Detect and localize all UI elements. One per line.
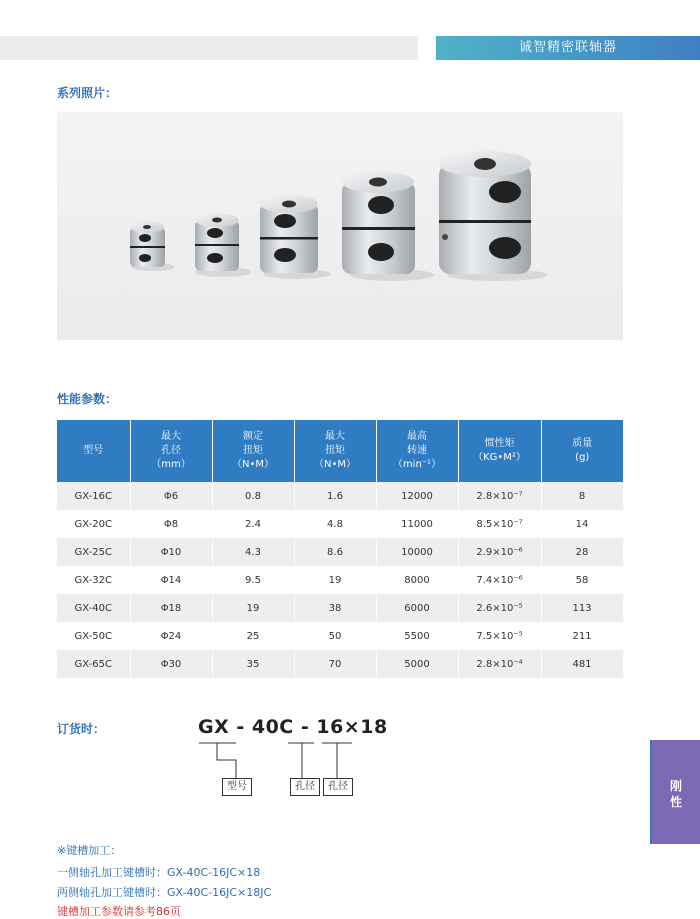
order-label-model: 型号 xyxy=(222,778,252,796)
cell-max-torque: 8.6 xyxy=(294,538,376,566)
cell-speed: 5000 xyxy=(376,650,458,678)
table-row xyxy=(57,566,623,594)
cell-rated-torque: 2.4 xyxy=(212,510,294,538)
cell-model: GX-20C xyxy=(57,510,130,538)
cell-bore: Φ6 xyxy=(130,482,212,510)
cell-model: GX-65C xyxy=(57,650,130,678)
cell-max-torque: 38 xyxy=(294,594,376,622)
cell-bore: Φ18 xyxy=(130,594,212,622)
cell-mass: 28 xyxy=(541,538,623,566)
order-label-bore-1: 孔径 xyxy=(290,778,320,796)
cell-inertia: 2.6×10⁻⁵ xyxy=(458,594,541,622)
side-tab-char-1: 刚 xyxy=(669,779,682,793)
keyway-title: ※键槽加工： xyxy=(57,844,122,857)
header-inertia: 惯性矩 （KG•M²） xyxy=(458,420,541,482)
cell-max-torque: 1.6 xyxy=(294,482,376,510)
cell-inertia: 7.5×10⁻⁵ xyxy=(458,622,541,650)
coupling-gx20c-image xyxy=(195,213,251,277)
header-max-torque: 最大 扭矩 （N•M） xyxy=(294,420,376,482)
cell-inertia: 2.9×10⁻⁶ xyxy=(458,538,541,566)
spec-table-header-row xyxy=(57,420,623,482)
product-photo xyxy=(57,112,623,340)
cell-inertia: 7.4×10⁻⁶ xyxy=(458,566,541,594)
cell-speed: 12000 xyxy=(376,482,458,510)
header-model: 型号 xyxy=(57,420,130,482)
cell-mass: 211 xyxy=(541,622,623,650)
cell-model: GX-40C xyxy=(57,594,130,622)
order-section-title: 订货时： xyxy=(57,722,106,736)
cell-mass: 8 xyxy=(541,482,623,510)
table-row xyxy=(57,538,623,566)
table-row xyxy=(57,622,623,650)
table-row xyxy=(57,510,623,538)
cell-rated-torque: 4.3 xyxy=(212,538,294,566)
cell-rated-torque: 35 xyxy=(212,650,294,678)
keyway-reference: 键槽加工参数请参考86页 xyxy=(57,905,181,918)
header-title: 诚智精密联轴器 xyxy=(436,36,700,60)
cell-bore: Φ30 xyxy=(130,650,212,678)
cell-speed: 6000 xyxy=(376,594,458,622)
cell-rated-torque: 19 xyxy=(212,594,294,622)
cell-max-torque: 19 xyxy=(294,566,376,594)
cell-mass: 481 xyxy=(541,650,623,678)
table-row xyxy=(57,594,623,622)
cell-bore: Φ24 xyxy=(130,622,212,650)
header-bar-left xyxy=(0,36,418,60)
header-max-speed: 最高 转速 （min⁻¹） xyxy=(376,420,458,482)
cell-bore: Φ14 xyxy=(130,566,212,594)
cell-mass: 58 xyxy=(541,566,623,594)
table-row xyxy=(57,482,623,510)
coupling-gx25c-image xyxy=(260,195,331,279)
keyway-two-side: 两侧轴孔加工键槽时：GX-40C-16JC×18JC xyxy=(57,886,272,899)
cell-inertia: 2.8×10⁻⁴ xyxy=(458,650,541,678)
side-tab-char-2: 性 xyxy=(669,795,682,809)
side-tab-rigid[interactable] xyxy=(650,740,700,844)
cell-model: GX-32C xyxy=(57,566,130,594)
cell-speed: 8000 xyxy=(376,566,458,594)
cell-model: GX-25C xyxy=(57,538,130,566)
photos-section-title: 系列照片： xyxy=(57,86,118,100)
cell-bore: Φ10 xyxy=(130,538,212,566)
table-row xyxy=(57,650,623,678)
cell-mass: 14 xyxy=(541,510,623,538)
params-section-title: 性能参数： xyxy=(57,392,118,406)
cell-bore: Φ8 xyxy=(130,510,212,538)
spec-table xyxy=(57,420,624,678)
header-rated-torque: 额定 扭矩 （N•M） xyxy=(212,420,294,482)
cell-max-torque: 4.8 xyxy=(294,510,376,538)
header-max-bore: 最大 孔径 （mm） xyxy=(130,420,212,482)
coupling-gx32c-image xyxy=(342,171,434,281)
cell-speed: 10000 xyxy=(376,538,458,566)
cell-inertia: 2.8×10⁻⁷ xyxy=(458,482,541,510)
header-mass: 质量 (g) xyxy=(541,420,623,482)
order-label-bore-2: 孔径 xyxy=(323,778,353,796)
order-code-example: GX - 40C - 16×18 xyxy=(198,716,388,738)
cell-model: GX-16C xyxy=(57,482,130,510)
cell-speed: 5500 xyxy=(376,622,458,650)
cell-rated-torque: 0.8 xyxy=(212,482,294,510)
cell-rated-torque: 9.5 xyxy=(212,566,294,594)
cell-model: GX-50C xyxy=(57,622,130,650)
coupling-gx40c-image xyxy=(439,151,547,281)
cell-max-torque: 70 xyxy=(294,650,376,678)
keyway-one-side: 一侧轴孔加工键槽时：GX-40C-16JC×18 xyxy=(57,866,261,879)
cell-max-torque: 50 xyxy=(294,622,376,650)
cell-speed: 11000 xyxy=(376,510,458,538)
cell-inertia: 8.5×10⁻⁷ xyxy=(458,510,541,538)
coupling-gx16c-image xyxy=(130,221,175,271)
cell-mass: 113 xyxy=(541,594,623,622)
cell-rated-torque: 25 xyxy=(212,622,294,650)
